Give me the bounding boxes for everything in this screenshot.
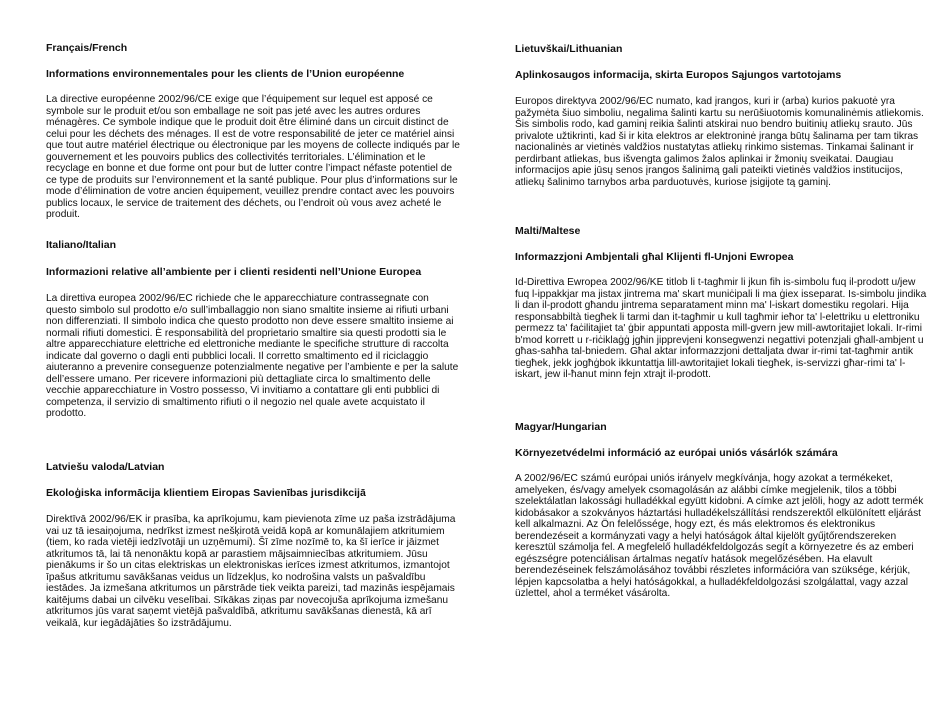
section-body: La directive européenne 2002/96/CE exige que l’équipement sur lequel est apposé ce symbole sur le produit et/ou son emballage ne soit pas jeté avec les autres ordures ménagères. Ce symbole indique que le produit doit être éliminé dans un circuit distinct de celui pour les déchets des ménages. Il est de votre responsabilité de jeter ce matériel ainsi que tout autre matériel électrique ou électronique par les moyens de collecte indiqués par le gouvernement et les pouvoirs publics des collectivités territoriales. L’élimination et le recyclage en bonne et due forme ont pour but de lutter contre l’impact néfaste potentiel de ce type de produits sur l’environnement et la santé publique. Pour plus d’informations sur le mode d’élimination de votre ancien équipement, veuillez prendre contact avec les pouvoirs publics locaux, le service de traitement des déchets, ou l’endroit où vous avez acheté le produit. <box>46 94 460 220</box>
section-heading: Informazzjoni Ambjentali għal Klijenti fl-Unjoni Ewropea <box>515 251 794 263</box>
language-label: Latviešu valoda/Latvian <box>46 461 165 473</box>
language-label: Magyar/Hungarian <box>515 421 607 433</box>
language-label: Lietuvškai/Lithuanian <box>515 43 623 55</box>
section-body: Europos direktyva 2002/96/EC numato, kad įrangos, kuri ir (arba) kurios pakuotė yra pažymėta šiuo simboliu, negalima šalinti kartu su nerūšiuotomis komunalinėmis atliekomis. Šis simbolis rodo, kad gaminį reikia šalinti atskirai nuo bendro buitinių atliekų srauto. Jūs privalote užtikrinti, kad ši ir kita elektros ar elektroninė įranga būtų šalinama per tam tikras nacionalinės ar vietinės valdžios nustatytas atliekų rinkimo sistemas. Tinkamai šalinant ir perdirbant atliekas, bus išvengta galimos žalos aplinkai ir žmonių sveikatai. Daugiau informacijos apie jūsų senos įrangos šalinimą gali pateikti vietinės valdžios institucijos, atliekų šalinimo tarnybos arba parduotuvės, kuriose įsigijote tą gaminį. <box>515 96 924 188</box>
language-label: Malti/Maltese <box>515 225 581 237</box>
section-body: Id-Direttiva Ewropea 2002/96/KE titlob li t-tagħmir li jkun fih is-simbolu fuq il-prodott u/jew fuq l-ippakkjar ma jistax jintrema ma' skart muniċipali li ma ġiex isseparat. Is-simbolu jindika li dan il-prodott għandu jintrema separatament minn ma' l-iskart domestiku regolari. Hija responsabbiltà tiegħek li tarmi dan it-tagħmir u kull tagħmir ieħor ta' l-elettriku u elettroniku permezz ta' faċilitajiet ta' ġbir appuntati apposta mill-gvern jew mill-awtoritajiet lokali. Ir-rimi b'mod korrett u r-riċiklaġġ jgħin jipprevjeni konsegwenzi negattivi potenzjali għall-ambjent u għas-saħħa tal-bniedem. Għal aktar informazzjoni dettaljata dwar ir-rimi tat-tagħmir antik tiegħek, jekk jogħġbok ikkuntattja lill-awtoritajiet lokali tiegħek, is-servizzi għar-rimi ta' l-iskart, jew il-ħanut minn fejn xtrajt il-prodott. <box>515 277 927 380</box>
section-body: Direktīvā 2002/96/EK ir prasība, ka aprīkojumu, kam pievienota zīme uz paša izstrādājuma vai uz tā iesaiņojuma, nedrīkst izmest nešķirotā veidā kopā ar komunālajiem atkritumiem (tiem, ko rada vietēji iedzīvotāji un uzņēmumi). Šī zīme nozīmē to, ka šī ierīce ir jāizmet atkritumos tā, lai tā nenonāktu kopā ar parastiem mājsaimniecības atkritumiem. Jūsu pienākums ir šo un citas elektriskas un elektroniskas ierīces izmest atkritumos, izmantojot īpašus atkritumu savākšanas veidus un līdzekļus, ko nodrošina valsts un pašvaldību iestādes. Ja izmešana atkritumos un pārstrāde tiek veikta pareizi, tad mazinās iespējamais kaitējums dabai un cilvēku veselībai. Sīkākas ziņas par novecojuša aprīkojuma izmešanu atkritumos jūs varat saņemt vietējā pašvaldībā, atkritumu savākšanas dienestā, kā arī veikalā, kur iegādājāties šo izstrādājumu. <box>46 514 456 629</box>
section-body: A 2002/96/EC számú európai uniós irányelv megkívánja, hogy azokat a termékeket, amelyeken, és/vagy amelyek csomagolásán az alábbi címke megjelenik, tilos a többi szelektálatlan lakossági hulladékkal együtt kidobni. A címke azt jelöli, hogy az adott termék kidobásakor a szokványos háztartási hulladékelszállítási rendszerektől elkülönített eljárást kell alkalmazni. Az Ön felelőssége, hogy ezt, és más elektromos és elektronikus berendezéseit a kormányzati vagy a helyi hatóságok által kijelölt gyűjtőrendszereken keresztül számolja fel. A megfelelő hulladékfeldolgozás segít a környezetre és az emberi egészségre potenciálisan ártalmas negatív hatások megelőzésében. Ha elavult berendezéseinek felszámolásához további részletes információra van szüksége, kérjük, lépjen kapcsolatba a helyi hatóságokkal, a hulladékfeldolgozási szolgálattal, vagy azzal üzlettel, ahol a terméket vásárolta. <box>515 473 924 599</box>
section-heading: Környezetvédelmi információ az európai uniós vásárlók számára <box>515 447 838 459</box>
section-heading: Informazioni relative all’ambiente per i clienti residenti nell’Unione Europea <box>46 266 422 278</box>
section-heading: Ekoloģiska informācija klientiem Eiropas Savienības jurisdikcijā <box>46 487 366 499</box>
section-heading: Informations environnementales pour les clients de l’Union européenne <box>46 68 405 80</box>
section-body: La direttiva europea 2002/96/EC richiede che le apparecchiature contrassegnate con questo simbolo sul prodotto e/o sull’imballaggio non siano smaltite insieme ai rifiuti urbani non differenziati. Il simbolo indica che questo prodotto non deve essere smaltito insieme ai normali rifiuti domestici. È responsabilità del proprietario smaltire sia questi prodotti sia le altre apparecchiature elettriche ed elettroniche mediante le specifiche strutture di raccolta indicate dal governo o dagli enti pubblici locali. Il corretto smaltimento ed il riciclaggio aiuteranno a prevenire conseguenze potenzialmente negative per l’ambiente e per la salute dell’essere umano. Per ricevere informazioni più dettagliate circa lo smaltimento delle vecchie apparecchiature in Vostro possesso, Vi invitiamo a contattare gli enti pubblici di competenza, il servizio di smaltimento rifiuti o il negozio nel quale avete acquistato il prodotto. <box>46 293 459 419</box>
language-label: Français/French <box>46 42 128 54</box>
section-heading: Aplinkosaugos informacija, skirta Europos Sąjungos vartotojams <box>515 69 842 81</box>
language-label: Italiano/Italian <box>46 239 117 251</box>
